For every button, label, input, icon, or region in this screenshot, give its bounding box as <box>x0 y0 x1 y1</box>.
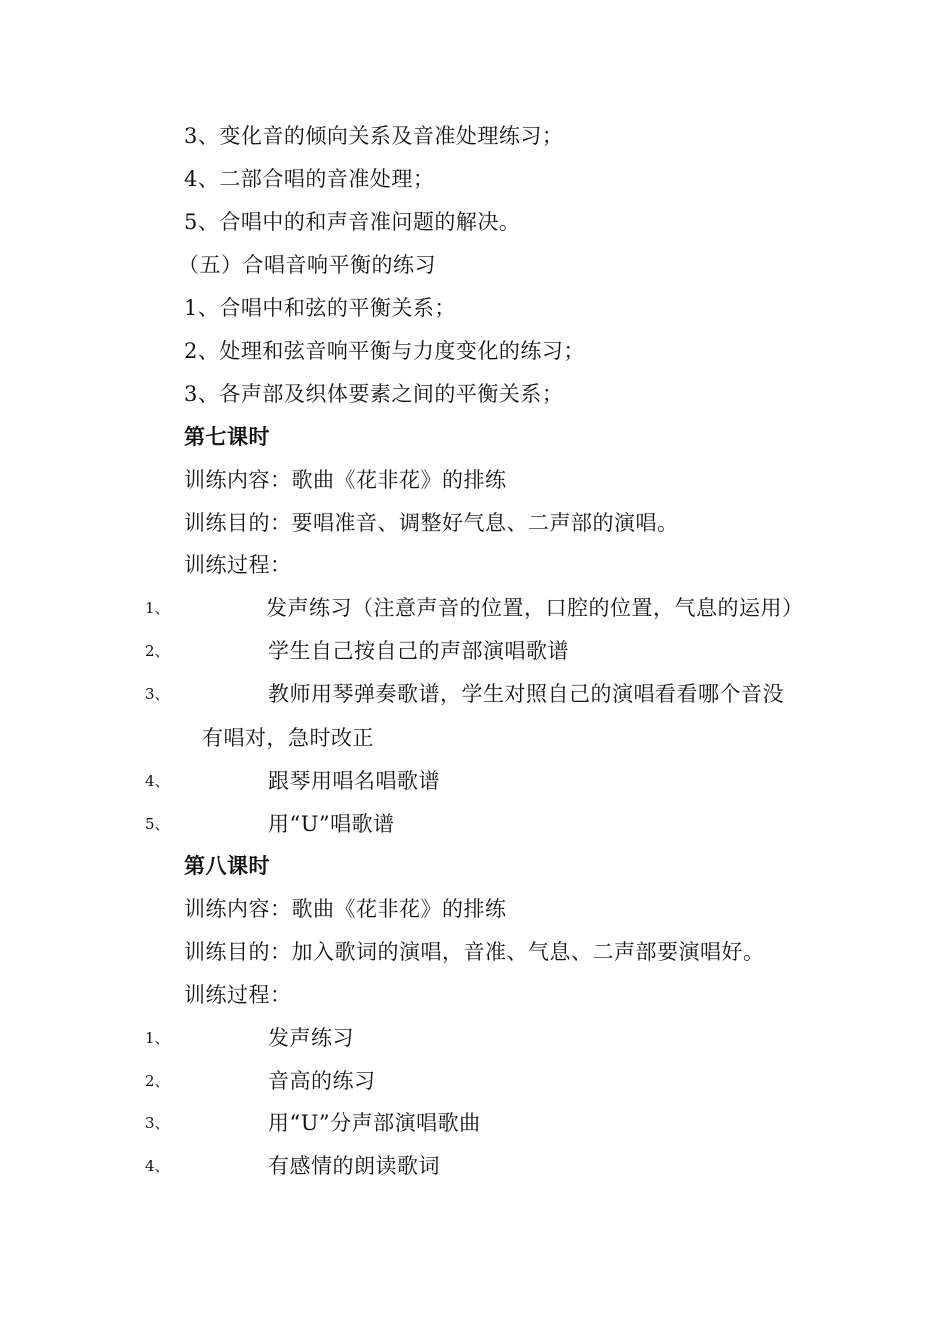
step-text: 学生自己按自己的声部演唱歌谱 <box>268 639 569 663</box>
training-content: 训练内容：歌曲《花非花》的排练 <box>184 468 507 492</box>
training-content: 训练内容：歌曲《花非花》的排练 <box>184 897 507 921</box>
list-item: 3、各声部及织体要素之间的平衡关系； <box>184 382 564 406</box>
step-number: 2、 <box>145 642 170 660</box>
training-goal: 训练目的：加入歌词的演唱，音准、气息、二声部要演唱好。 <box>184 940 765 964</box>
step-number: 5、 <box>145 815 170 833</box>
list-item: 3、变化音的倾向关系及音准处理练习； <box>184 124 564 148</box>
training-process-label: 训练过程： <box>184 553 292 577</box>
step-text: 教师用琴弹奏歌谱，学生对照自己的演唱看看哪个音没 <box>268 682 784 706</box>
step-number: 3、 <box>145 685 170 703</box>
step-number: 3、 <box>145 1114 170 1132</box>
step-text: 跟琴用唱名唱歌谱 <box>268 769 440 793</box>
step-number: 2、 <box>145 1072 170 1090</box>
lesson-heading: 第七课时 <box>184 425 270 449</box>
step-number: 1、 <box>145 1029 170 1047</box>
step-number: 4、 <box>145 1157 170 1175</box>
lesson-heading: 第八课时 <box>184 854 270 878</box>
step-text: 用“U”唱歌谱 <box>268 812 395 836</box>
step-text: 音高的练习 <box>268 1069 376 1093</box>
step-number: 4、 <box>145 772 170 790</box>
training-process-label: 训练过程： <box>184 983 292 1007</box>
step-text: 有感情的朗读歌词 <box>268 1154 440 1178</box>
list-item: 1、合唱中和弦的平衡关系； <box>184 296 456 320</box>
step-text: 发声练习（注意声音的位置，口腔的位置，气息的运用） <box>266 596 804 620</box>
step-text-continuation: 有唱对，急时改正 <box>202 726 374 750</box>
list-item: 5、合唱中的和声音准问题的解决。 <box>184 210 521 234</box>
step-text: 发声练习 <box>268 1026 354 1050</box>
training-goal: 训练目的：要唱准音、调整好气息、二声部的演唱。 <box>184 511 679 535</box>
step-text: 用“U”分声部演唱歌曲 <box>268 1111 481 1135</box>
list-item: 4、二部合唱的音准处理； <box>184 167 435 191</box>
subheading: （五）合唱音响平衡的练习 <box>178 253 436 277</box>
list-item: 2、处理和弦音响平衡与力度变化的练习； <box>184 339 585 363</box>
step-number: 1、 <box>145 599 170 617</box>
